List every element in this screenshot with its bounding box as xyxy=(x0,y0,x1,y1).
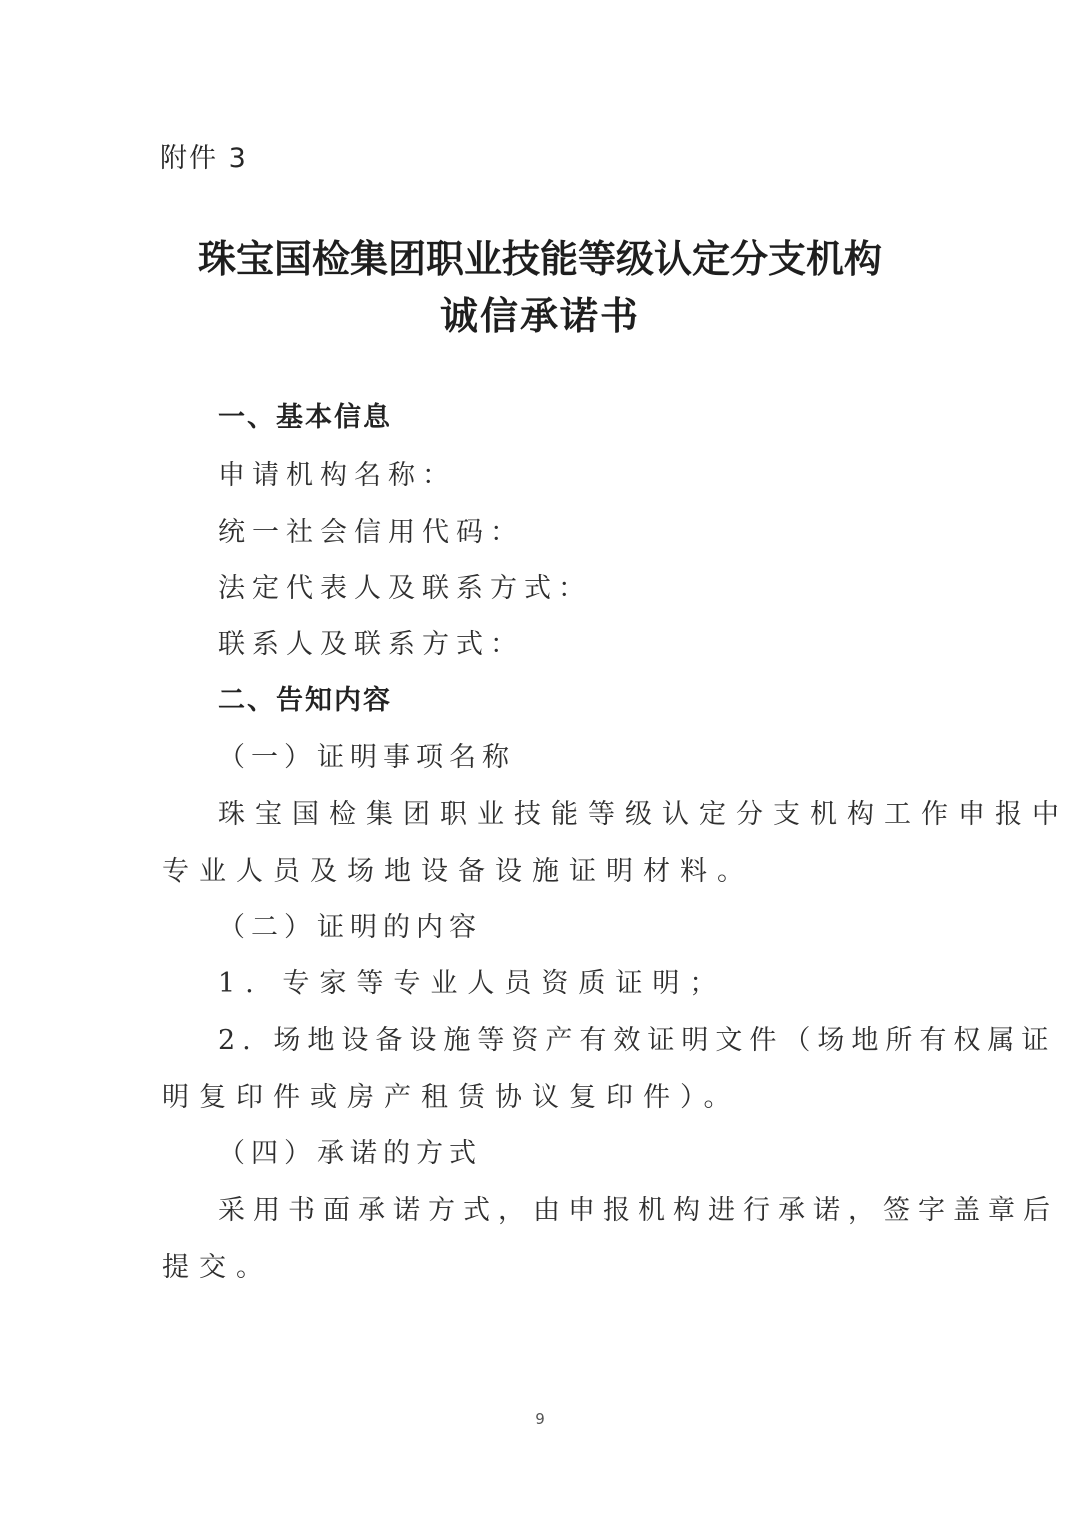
item4-text-line2: 提交。 xyxy=(162,1252,273,1283)
item4-heading: （四）承诺的方式 xyxy=(218,1138,482,1169)
attachment-label: 附件 3 xyxy=(160,143,248,174)
section1-heading: 一、基本信息 xyxy=(218,402,392,433)
item2-heading: （二）证明的内容 xyxy=(218,912,482,943)
field-credit-code: 统一社会信用代码： xyxy=(218,517,524,548)
item2-point2-line2: 明复印件或房产租赁协议复印件）。 xyxy=(162,1082,741,1113)
page-number: 9 xyxy=(535,1410,545,1428)
field-applicant-name: 申请机构名称： xyxy=(218,460,456,491)
document-title-line2: 诚信承诺书 xyxy=(439,294,640,338)
item4-text-line1: 采用书面承诺方式，由申报机构进行承诺，签字盖章后 xyxy=(218,1195,1058,1226)
field-legal-representative: 法定代表人及联系方式： xyxy=(218,573,592,604)
item1-heading: （一）证明事项名称 xyxy=(218,742,515,773)
item1-text-line2: 专业人员及场地设备设施证明材料。 xyxy=(162,856,754,887)
field-contact-person: 联系人及联系方式： xyxy=(218,629,524,660)
item1-text-line1: 珠宝国检集团职业技能等级认定分支机构工作申报中 xyxy=(218,799,1069,830)
item2-point1: 1. 专家等专业人员资质证明； xyxy=(218,968,727,999)
section2-heading: 二、告知内容 xyxy=(218,685,392,716)
item2-point2-line1: 2. 场地设备设施等资产有效证明文件（场地所有权属证 xyxy=(218,1025,1056,1056)
document-title-line1: 珠宝国检集团职业技能等级认定分支机构 xyxy=(197,237,882,281)
